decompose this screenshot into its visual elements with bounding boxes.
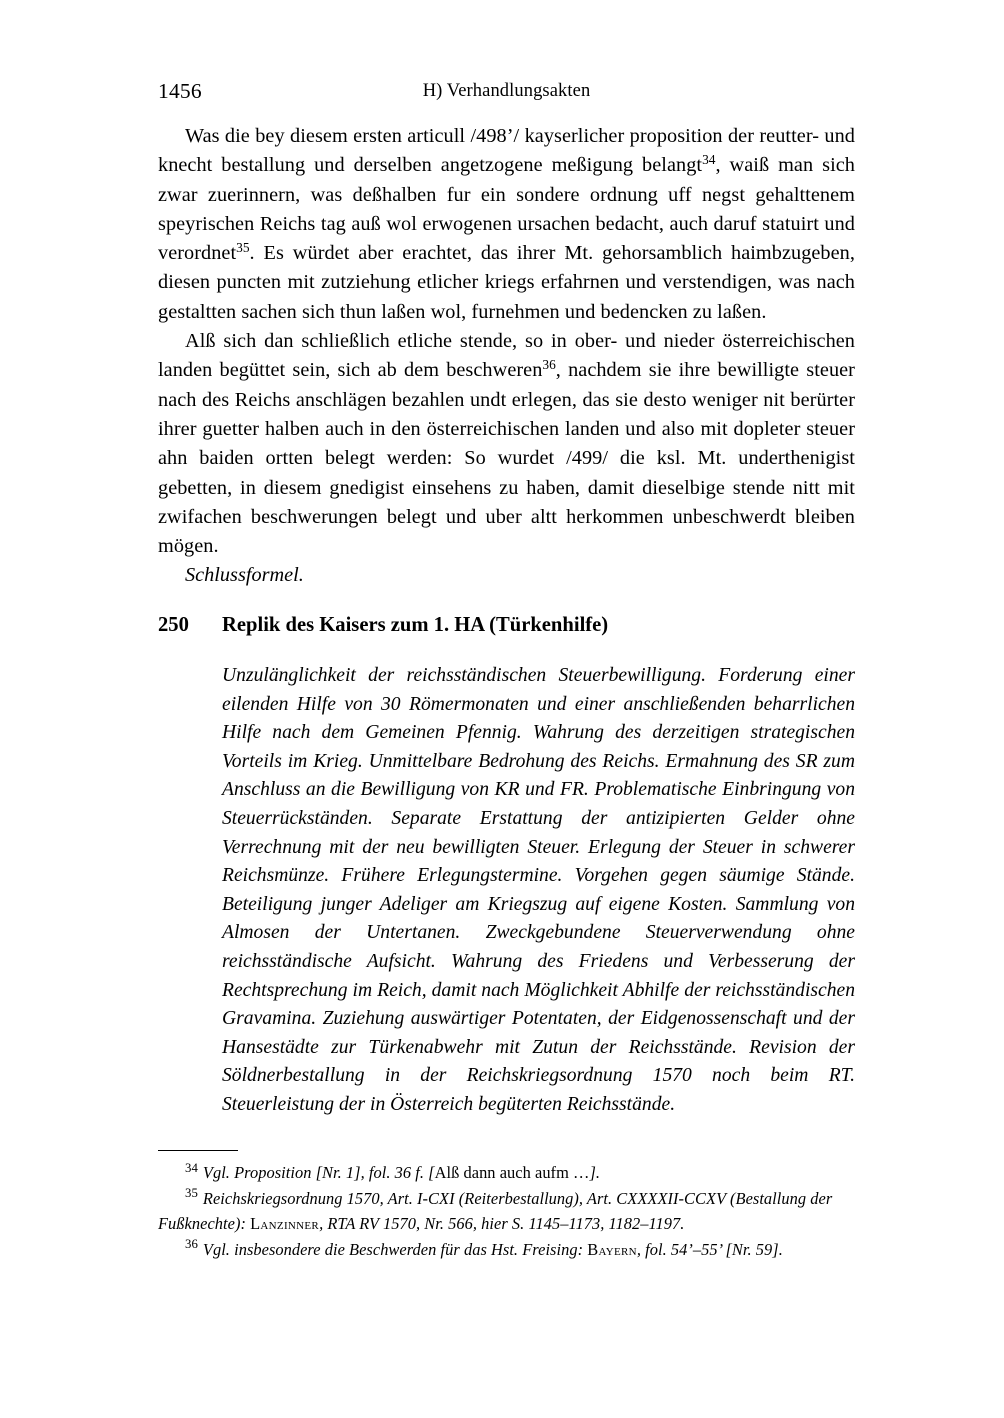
footnote-marker-36[interactable]: 36 [542, 357, 556, 373]
footnote-35-number: 35 [185, 1186, 198, 1201]
footnote-35-text-a: Reichskriegsordnung 1570, Art. I-CXI (Reiterbestallung), Art. CXXXXII-CCXV (Bestallung der Fußknechte): [158, 1188, 833, 1233]
paragraph-1-text-b: , waiß man sich zwar zuerinnern, was deßhalben fur ein sondere ordnung uff negst gehalttenem speyrischen Reichs tag auß wol erwogenen ursachen bedacht, auch daruf statuirt und verordnet [158, 154, 855, 265]
main-text-column [158, 122, 855, 591]
footnote-34-number: 34 [185, 1160, 198, 1175]
footnote-area [158, 1150, 908, 1262]
running-head-title: H) Verhandlungsakten [422, 81, 591, 101]
regest-summary: Unzulänglichkeit der reichsständischen Steuerbewilligung. Forderung einer eilenden Hilfe von 30 Römermonaten und einer anschließenden beharrlichen Hilfe nach dem Gemeinen Pfennig. Wahrung des derzeitigen strategischen Vorteils im Krieg. Unmittelbare Bedrohung des Reichs. Ermahnung des SR zum Anschluss an die Bewilligung von KR und FR. Problematische Einbringung von Steuerrückständen. Separate Erstattung der antizipierten Gelder ohne Verrechnung mit der neu bewilligten Steuer. Erlegung der Steuer in schwerer Reichsmünze. Frühere Erlegungstermine. Vorgehen gegen säumige Stände. Beteiligung junger Adeliger am Kriegszug auf eigene Kosten. Sammlung von Almosen der Untertanen. Zweckgebundene Steuerverwendung ohne reichsständische Aufsicht. Wahrung des Friedens und Verbesserung der Rechtsprechung im Reich, damit nach Möglichkeit Abhilfe der reichsständischen Gravamina. Zuziehung auswärtiger Potentaten, der Eidgenossenschaft und der Hansestädte zur Türkenabwehr mit Zutun der Reichsstände. Revision der Söldnerbestallung in der Reichskriegsordnung 1570 noch beim RT. Steuerleistung der in Österreich begüterten Reichsstände. [222, 665, 855, 1115]
footnote-marker-35[interactable]: 35 [236, 240, 250, 256]
paragraph-1-text-a: Was die bey diesem ersten articull /498’/ kayserlicher proposition der reutter- und knecht bestallung und derselben angetzogene meßigung belangt [158, 125, 855, 177]
footnote-34-text-a: Vgl. Proposition [Nr. 1], fol. 36 f. [ [202, 1163, 435, 1182]
footnote-34 [158, 1160, 908, 1186]
body-paragraph-1 [158, 122, 855, 327]
footnote-35 [158, 1186, 908, 1237]
section-title: Replik des Kaisers zum 1. HA (Türkenhilfe) [222, 614, 609, 636]
paragraph-2-text-b: , nachdem sie ihre bewilligte steuer nach des Reichs anschlägen bezahlen undt erlegen, das sie desto weniger nit berürter ihrer guetter halben auch in den österreichischen landen und also mit dopleter steuer ahn baiden ortten belegt werden: So wurdet /499/ die ksl. Mt. underthenigist gebetten, in diesem gnedigist einsehens zu haben, damit dieselbige stende nitt mit zwifachen beschwerungen belegt und uber altt herkommen unbeschwerdt bleiben mögen. [158, 359, 855, 558]
footnote-36-source: Bayern [587, 1239, 637, 1259]
page-number: 1456 [158, 79, 202, 103]
footnote-36-text-b: , fol. 54’–55’ [Nr. 59]. [636, 1239, 783, 1259]
section-heading [158, 611, 855, 639]
footnote-34-quote: Alß dann auch aufm … [434, 1163, 590, 1182]
footnote-36-text-a: Vgl. insbesondere die Beschwerden für das Hst. Freising: [202, 1239, 588, 1259]
body-paragraph-2 [158, 327, 855, 561]
footnote-34-text-b: ]. [589, 1163, 601, 1182]
footnote-35-author: Lanzinner [250, 1214, 320, 1233]
footnote-35-text-b: , RTA RV 1570, Nr. 566, hier S. 1145–1173, 1182–1197. [319, 1214, 685, 1233]
footnote-36 [158, 1237, 908, 1263]
footnote-separator-rule [158, 1150, 238, 1151]
footnote-36-number: 36 [185, 1237, 198, 1252]
footnote-marker-34[interactable]: 34 [702, 152, 716, 168]
paragraph-2-text-a: Alß sich dan schließlich etliche stende, so in ober- und nieder österreichischen landen begüttet sein, sich ab dem beschweren [158, 330, 855, 382]
schlussformel: Schlussformel. [185, 564, 304, 587]
section-number: 250 [158, 614, 189, 636]
running-head [158, 78, 855, 104]
paragraph-1-text-c: . Es würdet aber erachtet, das ihrer Mt. gehorsamblich haimbzugeben, diesen puncten mit zutziehung etlicher kriegs erfahrnen und verstendigen, was nach gestaltten sachen sich thun laßen wol, furnehmen und bedencken zu laßen. [158, 242, 855, 323]
